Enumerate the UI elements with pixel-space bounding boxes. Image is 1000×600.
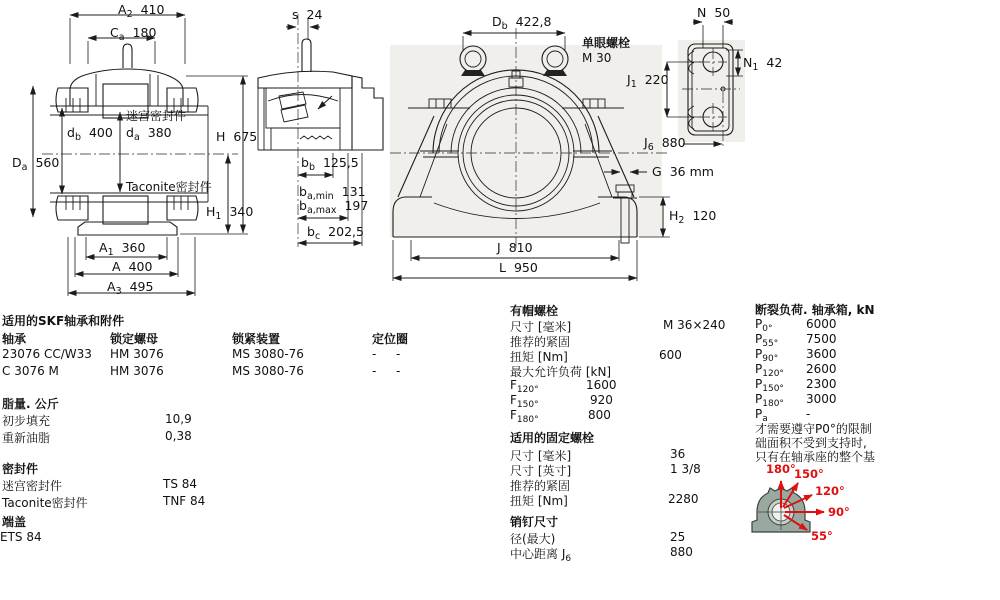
grease-row-value: 0,38	[165, 429, 192, 443]
base-top-view-drawing	[667, 22, 745, 146]
eyebolt-title: 单眼螺栓	[582, 36, 631, 50]
row-label: 推荐的紧固	[510, 335, 571, 349]
seal-row-value: TS 84	[163, 477, 198, 491]
dim-label-n: N 50	[697, 5, 731, 20]
dim-label-h2: $H_2$ 120	[669, 208, 717, 226]
row-label: 扭矩 [Nm]	[510, 494, 568, 508]
grease-row-label: 初步填充	[2, 414, 51, 428]
breaking-loads-title: 断裂负荷. 轴承箱, kN	[755, 303, 875, 317]
dim-label-a2: $A_2$ 410	[118, 2, 165, 20]
col-header-locknut: 锁定螺母	[110, 332, 159, 346]
table-cell: -	[396, 347, 401, 361]
grease-row-value: 10,9	[165, 412, 192, 426]
dim-label-h: H 675	[216, 129, 258, 144]
row-value: 2280	[668, 492, 699, 506]
cap-bolts-title: 有帽螺栓	[510, 304, 559, 318]
p-row-value: 3000	[806, 392, 837, 406]
seal-row-label: 迷宫密封件	[2, 479, 63, 493]
dim-label-s: s 24	[292, 7, 323, 22]
p-row-value: 3600	[806, 347, 837, 361]
dim-label-bamin: $b_{a,min}$ 131	[299, 184, 366, 202]
eyebolt-size: M 30	[582, 51, 612, 65]
seals-title: 密封件	[2, 462, 39, 476]
grease-title: 脂量. 公斤	[2, 397, 59, 411]
row-value: M 36×240	[663, 318, 726, 332]
dim-label-a: A 400	[112, 259, 153, 274]
dim-label-a1: $A_1$ 360	[99, 240, 146, 258]
end-cover-title: 端盖	[2, 515, 27, 529]
dim-label-a3: $A_3$ 495	[107, 279, 154, 297]
row-label: 尺寸 [毫米]	[510, 449, 572, 463]
dim-label-ca: $C_a$ 180	[110, 25, 157, 43]
dim-label-n1: $N_1$ 42	[743, 55, 783, 73]
dim-label-db-shaft: $d_b$ 400	[67, 125, 113, 143]
p-row-label: $P_{150^\circ}$	[755, 377, 784, 394]
p-row-label: $P_{0^\circ}$	[755, 317, 773, 334]
dim-label-Da: $D_a$ 560	[12, 155, 60, 173]
p-row-value: 6000	[806, 317, 837, 331]
table-cell: C 3076 M	[2, 364, 59, 378]
angle-label-150: 150°	[794, 467, 824, 481]
p-row-label: $P_{120^\circ}$	[755, 362, 784, 379]
row-label: 尺寸 [毫米]	[510, 320, 572, 334]
table-cell: -	[396, 364, 401, 378]
row-value: 36	[670, 447, 686, 461]
col-header-locking-device: 锁紧装置	[232, 332, 281, 346]
angle-label-55: 55°	[811, 529, 833, 543]
load-angle-diagram	[752, 481, 824, 532]
angle-label-120: 120°	[815, 484, 845, 498]
p-row-label: $P_{180^\circ}$	[755, 392, 784, 409]
angle-label-90: 90°	[828, 505, 850, 519]
angle-label-180: 180°	[766, 462, 796, 476]
pins-title: 销钉尺寸	[510, 515, 559, 529]
row-value: 600	[659, 348, 682, 362]
f-row-value: 800	[588, 408, 611, 422]
f-row-label: $F_{120^\circ}$	[510, 378, 539, 395]
p-row-label: $P_a$	[755, 407, 768, 424]
breaking-loads-note: 只有在轴承座的整个基	[755, 450, 876, 464]
skf-table-title: 适用的SKF轴承和附件	[2, 314, 125, 328]
p-row-value: -	[806, 407, 811, 421]
col-header-locating-ring: 定位圈	[372, 332, 409, 346]
f-row-label: $F_{150^\circ}$	[510, 393, 539, 410]
row-value: 1 3/8	[670, 462, 701, 476]
seal-top-label: 迷宫密封件	[126, 109, 187, 123]
dim-label-bamax: $b_{a,max}$ 197	[299, 198, 369, 216]
table-cell: HM 3076	[110, 347, 164, 361]
table-cell: HM 3076	[110, 364, 164, 378]
p-row-value: 7500	[806, 332, 837, 346]
row-value: 25	[670, 530, 686, 544]
dim-label-l: L 950	[499, 260, 538, 275]
breaking-loads-note: 础面积不受到支持时,	[755, 436, 867, 450]
pin-distance-label: 中心距离 $J_6$	[510, 547, 572, 564]
row-label: 扭矩 [Nm]	[510, 350, 568, 364]
f-row-value: 920	[590, 393, 613, 407]
grease-row-label: 重新油脂	[2, 431, 51, 445]
row-label: 推荐的紧固	[510, 479, 571, 493]
dim-label-j: J 810	[497, 240, 533, 255]
p-row-label: $P_{55^\circ}$	[755, 332, 779, 349]
f-row-label: $F_{180^\circ}$	[510, 408, 539, 425]
dim-label-j6: $J_6$ 880	[644, 135, 686, 153]
p-row-value: 2300	[806, 377, 837, 391]
seal-row-value: TNF 84	[163, 494, 206, 508]
breaking-loads-note: 才需要遵守P0°的限制	[755, 422, 872, 436]
f-row-value: 1600	[586, 378, 617, 392]
end-cover-value: ETS 84	[0, 530, 42, 544]
col-header-bearing: 轴承	[2, 332, 27, 346]
attach-bolts-title: 适用的固定螺栓	[510, 431, 595, 445]
table-cell: 23076 CC/W33	[2, 347, 92, 361]
dim-label-j1: $J_1$ 220	[627, 72, 669, 90]
table-cell: MS 3080-76	[232, 347, 304, 361]
dim-label-Db: $D_b$ 422,8	[492, 14, 552, 32]
table-cell: -	[372, 347, 377, 361]
dim-label-bb: $b_b$ 125,5	[301, 155, 359, 173]
seal-bottom-label: Taconite密封件	[126, 180, 212, 194]
dim-label-g: G 36 mm	[652, 164, 714, 179]
p-row-value: 2600	[806, 362, 837, 376]
table-cell: -	[372, 364, 377, 378]
dim-label-da-shaft: $d_a$ 380	[126, 125, 172, 143]
row-label: 最大允许负荷 [kN]	[510, 365, 612, 379]
row-label: 尺寸 [英寸]	[510, 464, 572, 478]
seal-row-label: Taconite密封件	[2, 496, 88, 510]
dim-label-h1: $H_1$ 340	[206, 204, 254, 222]
p-row-label: $P_{90^\circ}$	[755, 347, 779, 364]
dim-label-bc: $b_c$ 202,5	[307, 224, 364, 242]
row-label: 径(最大)	[510, 532, 556, 546]
pin-distance-value: 880	[670, 545, 693, 559]
table-cell: MS 3080-76	[232, 364, 304, 378]
